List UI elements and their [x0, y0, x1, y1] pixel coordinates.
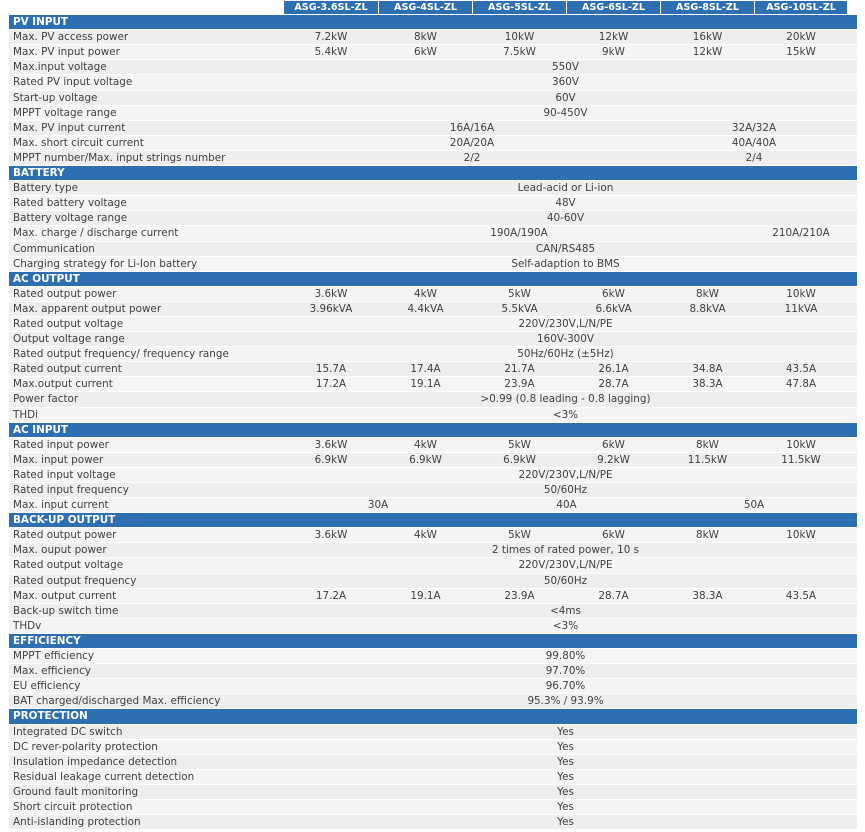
- spec-row: [9, 649, 857, 664]
- section-title: BATTERY: [13, 167, 65, 180]
- spec-table: [9, 0, 857, 830]
- spec-row: [9, 770, 857, 785]
- spec-value: 550V: [552, 61, 579, 74]
- spec-value: 38.3A: [692, 378, 723, 391]
- spec-value: 47.8A: [785, 378, 817, 391]
- spec-value: 28.7A: [598, 378, 629, 391]
- section-title: PV INPUT: [13, 16, 68, 29]
- spec-value: <3%: [552, 408, 579, 421]
- model-header-asg-8sl-zl: ASG-8SL-ZL: [661, 1, 754, 14]
- spec-value: 5kW: [508, 287, 531, 300]
- spec-row: [9, 317, 857, 332]
- spec-row: [9, 136, 857, 151]
- section-title: AC OUTPUT: [13, 272, 80, 285]
- section-header-back-up-output: [9, 513, 857, 528]
- spec-row: [9, 75, 857, 90]
- spec-value: 9.2kW: [597, 453, 630, 466]
- spec-value: 38.3A: [692, 589, 723, 602]
- spec-row: [9, 211, 857, 226]
- spec-value: 30A: [367, 499, 389, 512]
- spec-label: Max. efficiency: [13, 665, 91, 678]
- spec-row: [9, 302, 857, 317]
- spec-value: 3.6kW: [314, 529, 348, 542]
- spec-label: Start-up voltage: [13, 91, 98, 104]
- spec-row: [9, 604, 857, 619]
- spec-label: EU efficiency: [13, 680, 81, 693]
- spec-value: 20A/20A: [449, 136, 495, 149]
- spec-row: [9, 558, 857, 573]
- spec-row: [9, 498, 857, 513]
- spec-label: Max. input current: [13, 499, 109, 512]
- spec-row: [9, 242, 857, 257]
- spec-value: 4kW: [414, 438, 437, 451]
- spec-label: Power factor: [13, 393, 79, 406]
- spec-value: 5kW: [508, 438, 531, 451]
- spec-label: Short circuit protection: [13, 800, 133, 813]
- spec-row: [9, 528, 857, 543]
- spec-row: [9, 755, 857, 770]
- spec-row: [9, 106, 857, 121]
- section-header-protection: [9, 709, 857, 724]
- spec-value: <4ms: [550, 604, 581, 617]
- spec-label: Rated input frequency: [13, 484, 129, 496]
- spec-row: [9, 287, 857, 302]
- spec-label: Max. apparent output power: [13, 302, 162, 315]
- spec-value: 6kW: [414, 46, 437, 59]
- model-header-asg-4sl-zl: ASG-4SL-ZL: [379, 1, 472, 14]
- spec-label: Max.output current: [13, 378, 113, 391]
- spec-row: [9, 664, 857, 679]
- spec-label: Max.input voltage: [13, 61, 107, 74]
- spec-value: 8kW: [696, 529, 719, 542]
- model-header-asg-5sl-zl: ASG-5SL-ZL: [473, 1, 566, 14]
- spec-value: 8.8kVA: [689, 302, 726, 315]
- model-header-row: [9, 0, 857, 15]
- spec-row: [9, 226, 857, 241]
- spec-row: [9, 257, 857, 272]
- spec-row: [9, 181, 857, 196]
- spec-value: CAN/RS485: [535, 242, 596, 255]
- spec-value: 19.1A: [410, 589, 441, 602]
- spec-value: Yes: [557, 740, 574, 753]
- spec-row: [9, 347, 857, 362]
- spec-row: [9, 619, 857, 634]
- spec-value: 2 times of rated power, 10 s: [491, 544, 640, 557]
- spec-row: [9, 815, 857, 830]
- spec-value: 23.9A: [504, 589, 535, 602]
- spec-value: 6kW: [602, 287, 625, 300]
- model-header-asg-6sl-zl: ASG-6SL-ZL: [567, 1, 660, 14]
- spec-value: 220V/230V,L/N/PE: [518, 559, 613, 572]
- model-header-asg-3-6sl-zl: ASG-3.6SL-ZL: [284, 1, 378, 14]
- spec-value: 40-60V: [546, 212, 585, 225]
- spec-label: Max. output current: [13, 589, 117, 602]
- section-header-pv-input: [9, 15, 857, 30]
- spec-value: Yes: [557, 755, 574, 768]
- spec-value: 4.4kVA: [407, 302, 444, 315]
- section-header-ac-input: [9, 423, 857, 438]
- spec-value: 3.6kW: [314, 287, 348, 300]
- spec-label: Max. PV input power: [13, 46, 120, 59]
- spec-row: [9, 121, 857, 136]
- spec-label: Ground fault monitoring: [13, 785, 139, 798]
- spec-row: [9, 785, 857, 800]
- spec-value: 4kW: [414, 529, 437, 542]
- spec-row: [9, 91, 857, 106]
- spec-label: Rated output voltage: [13, 559, 124, 572]
- spec-label: Max. PV access power: [13, 31, 129, 44]
- section-title: BACK-UP OUTPUT: [13, 514, 116, 527]
- spec-value: 5kW: [508, 529, 531, 542]
- spec-row: [9, 800, 857, 815]
- spec-label: Rated output current: [13, 363, 122, 376]
- spec-row: [9, 60, 857, 75]
- spec-value: 17.2A: [315, 378, 347, 391]
- spec-label: Output voltage range: [13, 333, 125, 346]
- spec-value: 190A/190A: [490, 227, 548, 240]
- spec-value: 40A/40A: [731, 136, 777, 149]
- spec-value: 7.2kW: [314, 31, 348, 44]
- spec-row: [9, 574, 857, 589]
- spec-value: 5.4kW: [314, 46, 348, 59]
- spec-value: Yes: [557, 725, 574, 738]
- spec-value: 6kW: [602, 529, 625, 542]
- spec-label: Battery type: [13, 182, 78, 195]
- spec-label: THDv: [13, 619, 42, 632]
- spec-value: 40A: [556, 499, 577, 512]
- spec-label: Rated output frequency: [13, 574, 137, 587]
- spec-label: Max. ouput power: [13, 544, 107, 557]
- spec-label: Rated output power: [13, 287, 117, 300]
- spec-value: 6.9kW: [314, 453, 348, 466]
- spec-value: 210A/210A: [772, 227, 830, 240]
- spec-value: 10kW: [786, 529, 816, 542]
- spec-row: [9, 362, 857, 377]
- spec-row: [9, 725, 857, 740]
- spec-value: 220V/230V,L/N/PE: [518, 468, 613, 481]
- spec-label: MPPT efficiency: [13, 650, 95, 663]
- spec-label: Rated input voltage: [13, 468, 116, 481]
- spec-label: Battery voltage range: [13, 212, 128, 225]
- spec-label: MPPT voltage range: [13, 106, 117, 119]
- spec-value: 21.7A: [504, 363, 535, 376]
- spec-label: Rated output power: [13, 529, 117, 542]
- spec-value: 43.5A: [785, 589, 817, 602]
- spec-value: 96.70%: [545, 680, 586, 693]
- spec-value: 8kW: [696, 287, 719, 300]
- spec-value: 9kW: [602, 46, 625, 59]
- spec-value: 20kW: [786, 31, 816, 44]
- spec-row: [9, 483, 857, 498]
- spec-value: 220V/230V,L/N/PE: [518, 317, 613, 330]
- spec-value: 11kVA: [784, 302, 818, 315]
- spec-label: Rated output frequency/ frequency range: [13, 348, 229, 361]
- spec-row: [9, 392, 857, 407]
- spec-value: 50/60Hz: [543, 484, 588, 496]
- spec-value: 15kW: [786, 46, 816, 59]
- spec-value: 10kW: [504, 31, 535, 44]
- spec-label: Insulation impedance detection: [13, 755, 178, 768]
- spec-value: 48V: [555, 197, 576, 210]
- model-header-asg-10sl-zl: ASG-10SL-ZL: [755, 1, 847, 14]
- spec-value: 6.9kW: [409, 453, 442, 466]
- section-title: EFFICIENCY: [13, 634, 81, 647]
- spec-value: 2/2: [463, 151, 481, 164]
- spec-value: 60V: [555, 91, 576, 104]
- spec-row: [9, 694, 857, 709]
- spec-value: 95.3% / 93.9%: [527, 695, 604, 708]
- spec-value: 6.6kVA: [595, 302, 632, 315]
- spec-value: 10kW: [786, 438, 816, 451]
- spec-row: [9, 377, 857, 392]
- spec-value: 17.2A: [315, 589, 347, 602]
- spec-value: 34.8A: [692, 363, 723, 376]
- spec-label: Anti-islanding protection: [13, 816, 141, 829]
- spec-value: Self-adaption to BMS: [511, 257, 620, 270]
- spec-value: Yes: [557, 785, 574, 798]
- spec-value: 32A/32A: [731, 121, 777, 134]
- spec-value: 2/4: [745, 151, 763, 164]
- spec-row: [9, 151, 857, 166]
- section-title: AC INPUT: [13, 423, 68, 436]
- spec-value: 3.96kVA: [309, 302, 353, 315]
- spec-label: Rated output voltage: [13, 317, 124, 330]
- spec-label: Integrated DC switch: [13, 725, 123, 738]
- spec-value: 23.9A: [504, 378, 535, 391]
- spec-value: 7.5kW: [503, 46, 536, 59]
- spec-row: [9, 589, 857, 604]
- spec-label: Rated input power: [13, 438, 109, 451]
- spec-row: [9, 408, 857, 423]
- spec-label: Max. charge / discharge current: [13, 227, 179, 240]
- spec-row: [9, 30, 857, 45]
- spec-value: 8kW: [414, 31, 437, 44]
- spec-value: 26.1A: [598, 363, 629, 376]
- spec-value: Lead-acid or Li-ion: [517, 182, 614, 195]
- spec-label: Max. PV input current: [13, 121, 126, 134]
- spec-label: Max. input power: [13, 453, 104, 466]
- spec-label: Rated battery voltage: [13, 197, 127, 210]
- spec-value: 16kW: [692, 31, 723, 44]
- spec-value: 43.5A: [785, 363, 817, 376]
- spec-label: Charging strategy for Li-Ion battery: [13, 257, 198, 270]
- spec-label: DC rever-polarity protection: [13, 740, 158, 753]
- spec-value: <3%: [552, 619, 579, 632]
- spec-value: 3.6kW: [314, 438, 348, 451]
- spec-value: 5.5kVA: [501, 302, 538, 315]
- spec-value: 11.5kW: [687, 453, 728, 466]
- spec-value: Yes: [557, 770, 574, 783]
- spec-value: 90-450V: [543, 106, 588, 119]
- spec-value: 17.4A: [410, 363, 441, 376]
- spec-label: BAT charged/discharged Max. efficiency: [13, 695, 221, 708]
- spec-value: 11.5kW: [781, 453, 821, 466]
- spec-label: Communication: [13, 242, 95, 255]
- spec-value: 50Hz/60Hz (±5Hz): [517, 348, 614, 361]
- spec-value: Yes: [557, 816, 574, 829]
- spec-value: 99.80%: [545, 650, 586, 663]
- spec-value: 6.9kW: [503, 453, 536, 466]
- section-header-battery: [9, 166, 857, 181]
- spec-value: 360V: [552, 76, 579, 89]
- spec-label: Residual leakage current detection: [13, 770, 195, 783]
- spec-label: Max. short circuit current: [13, 136, 144, 149]
- spec-value: 16A/16A: [449, 121, 495, 134]
- spec-value: 8kW: [696, 438, 719, 451]
- spec-value: 12kW: [692, 46, 723, 59]
- spec-value: 19.1A: [410, 378, 441, 391]
- spec-value: 50/60Hz: [543, 574, 588, 587]
- spec-value: 10kW: [786, 287, 816, 300]
- spec-value: 97.70%: [545, 665, 586, 678]
- spec-label: Back-up switch time: [13, 604, 119, 617]
- section-header-ac-output: [9, 272, 857, 287]
- spec-row: [9, 438, 857, 453]
- spec-row: [9, 543, 857, 558]
- spec-value: 6kW: [602, 438, 625, 451]
- spec-value: 50A: [743, 499, 765, 512]
- spec-value: 15.7A: [315, 363, 347, 376]
- spec-row: [9, 740, 857, 755]
- spec-row: [9, 45, 857, 60]
- spec-row: [9, 196, 857, 211]
- spec-label: MPPT number/Max. input strings number: [13, 151, 226, 164]
- spec-label: Rated PV input voltage: [13, 76, 133, 89]
- spec-row: [9, 332, 857, 347]
- spec-value: 12kW: [598, 31, 629, 44]
- spec-value: Yes: [557, 800, 574, 813]
- spec-row: [9, 468, 857, 483]
- spec-row: [9, 679, 857, 694]
- spec-label: THDi: [13, 408, 39, 421]
- section-header-efficiency: [9, 634, 857, 649]
- spec-row: [9, 453, 857, 468]
- spec-value: 4kW: [414, 287, 437, 300]
- spec-value: 160V-300V: [536, 333, 595, 346]
- spec-value: >0.99 (0.8 leading - 0.8 lagging): [480, 393, 651, 406]
- section-title: PROTECTION: [13, 710, 88, 723]
- spec-value: 28.7A: [598, 589, 629, 602]
